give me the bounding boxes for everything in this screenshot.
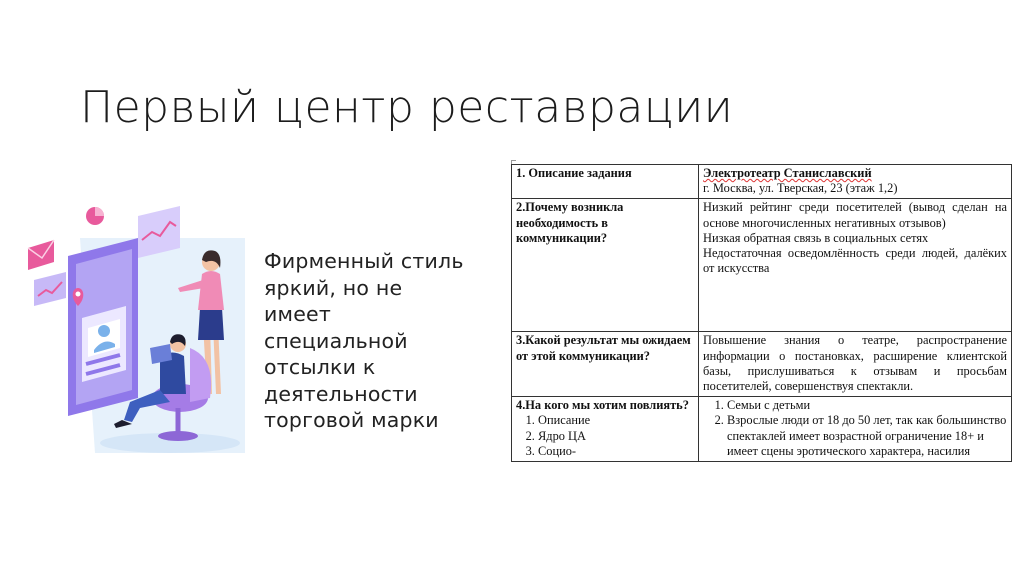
answer-cell bbox=[699, 199, 1012, 332]
graph-card bbox=[34, 272, 66, 306]
mail-icon bbox=[28, 240, 54, 270]
list-item: 2. Взрослые люди от 18 до 50 лет, так как большинство спектаклей имеет возрастной ограничение 18+ и имеет сцены эротического характера, насилия bbox=[727, 413, 1007, 459]
caption-line: яркий, но не bbox=[264, 275, 403, 300]
pie-badge bbox=[86, 207, 104, 225]
list-item: 3. Социо- bbox=[538, 444, 694, 459]
office-illustration bbox=[20, 198, 245, 460]
caption-line: специальной bbox=[264, 328, 408, 353]
list-item: 1. Семьи с детьми bbox=[727, 398, 1007, 413]
table-row bbox=[512, 332, 1012, 397]
answer-cell bbox=[699, 397, 1012, 462]
caption-line: отсылки к bbox=[264, 355, 376, 379]
answer-list bbox=[703, 398, 1007, 459]
caption-line: имеет bbox=[264, 302, 331, 326]
caption-line: деятельности bbox=[264, 381, 418, 406]
slide-title: Первый центр реставрации bbox=[80, 82, 734, 133]
list-item: 1. Описание bbox=[538, 413, 694, 428]
question-cell: 2.Почему возникла необходимость в коммуникации? bbox=[512, 199, 699, 332]
answer-line: Повышение знания о театре, распространение информации о постановках, расширение клиентской базы, прислушиваться к отзывам и просьбам посетителей, совершенствуя спектакли. bbox=[703, 333, 1007, 394]
caption-line: Фирменный стиль bbox=[264, 249, 464, 273]
brief-table bbox=[511, 164, 1012, 462]
question-text: 4.На кого мы хотим повлиять? bbox=[516, 398, 689, 413]
list-item: 2. Ядро ЦА bbox=[538, 429, 694, 444]
table-row bbox=[512, 199, 1012, 332]
document-screenshot bbox=[511, 164, 1012, 504]
theatre-address: г. Москва, ул. Тверская, 23 (этаж 1,2) bbox=[703, 181, 898, 196]
answer-line: Недостаточная осведомлённость среди людей, далёких от искусства bbox=[703, 246, 1007, 276]
caption-line: торговой марки bbox=[264, 408, 439, 432]
question-sub-list bbox=[516, 413, 694, 459]
answer-cell bbox=[699, 332, 1012, 397]
answer-line: Низкая обратная связь в социальных сетях bbox=[703, 230, 929, 245]
question-cell bbox=[512, 397, 699, 462]
question-cell: 1. Описание задания bbox=[512, 165, 699, 199]
question-cell: 3.Какой результат мы ожидаем от этой коммуникации? bbox=[512, 332, 699, 397]
table-row bbox=[512, 165, 1012, 199]
answer-cell bbox=[699, 165, 1012, 199]
table-row bbox=[512, 397, 1012, 462]
theatre-name: Электротеатр Станиславский bbox=[703, 166, 872, 180]
crop-fade bbox=[511, 494, 1012, 504]
answer-line: Низкий рейтинг среди посетителей (вывод сделан на основе многочисленных негативных отзывов) bbox=[703, 200, 1007, 230]
slide-caption bbox=[264, 248, 509, 434]
